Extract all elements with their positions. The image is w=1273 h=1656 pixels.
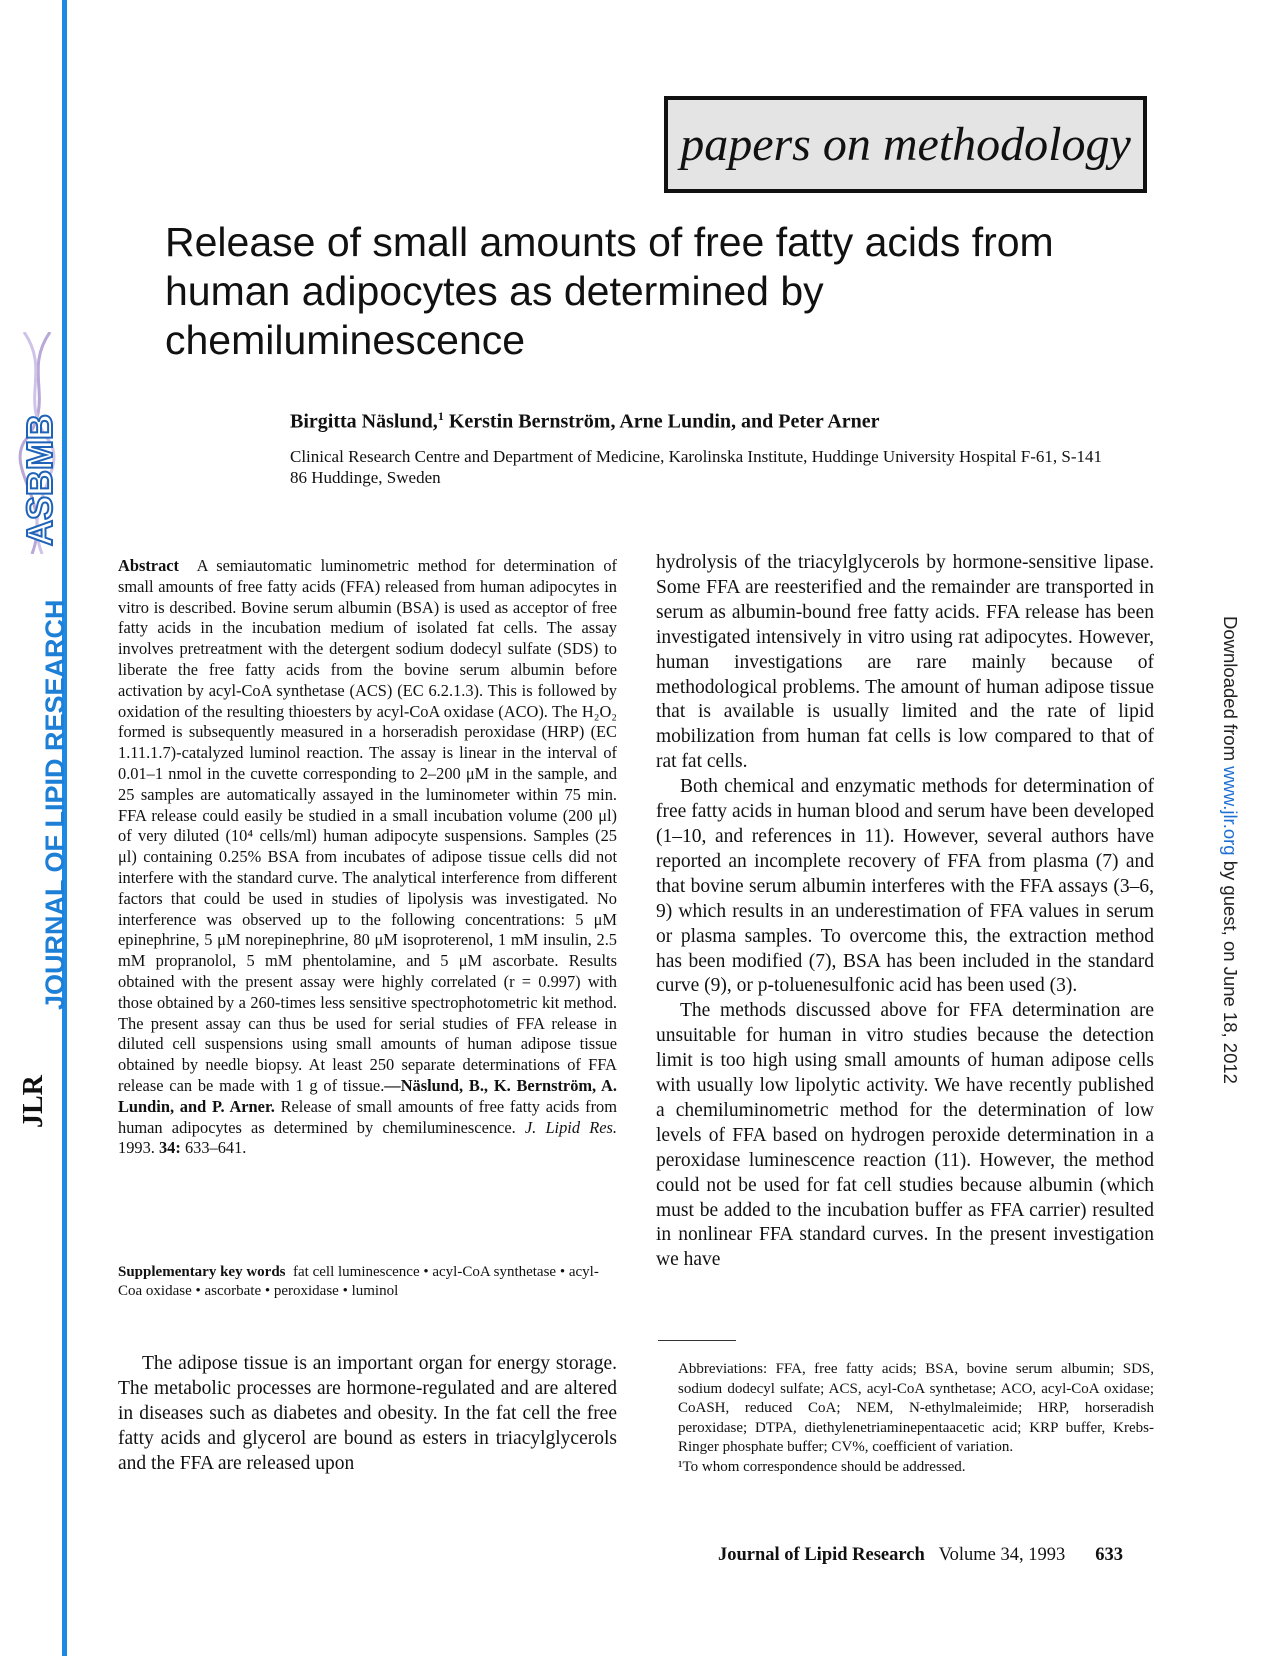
download-suffix: by guest, on June 18, 2012 (1220, 855, 1241, 1084)
section-banner: papers on methodology (664, 96, 1147, 193)
body-paragraph-3: The methods discussed above for FFA determination are unsuitable for human in vitro studies because the detection limit is too high using small amounts of human adipose cells with usually low lipolytic activity. We have recently published a chemiluminometric method for the determination of low levels of FFA based on hydrogen peroxide determination in a peroxidase luminescence reaction (11). However, the method could not be used for fat cell studies because albumin (which must be added to the incubation buffer as FFA carrier) resulted in nonlinear FFA standard curves. In the present investigation we have (656, 1000, 1154, 1271)
abstract-text: A semiautomatic luminometric method for determination of small amounts of free fatty acids (FFA) released from human adipocytes in vitro is described. Bovine serum albumin (BSA) is used as acceptor of free fatty acids in the incubation medium of isolated fat cells. The assay involves pretreatment with the detergent sodium dodecyl sulfate (SDS) to liberate the free fatty acids from the bovine serum albumin before activation by acyl-CoA synthetase (ACS) (EC 6.2.1.3). This is followed by oxidation of the resulting thioesters by acyl-CoA oxidase (ACO). The H₂O₂ formed is subsequently measured in a horseradish peroxidase (HRP) (EC 1.11.1.7)-catalyzed luminol reaction. The assay is linear in the interval of 0.01–1 nmol in the cuvette corresponding to 2–200 μM in the sample, and 25 samples are automatically assayed in the luminometer within 75 min. FFA release could easily be studied in a small incubation volume (200 μl) of very diluted (10⁴ cells/ml) human adipocyte suspensions. Samples (25 μl) containing 0.25% BSA from incubates of adipose tissue cells did not interfere with the standard curve. The analytical interference from different factors that could be used in studies of lipolysis was investigated. No interference was observed up to the following concentrations: 5 μM epinephrine, 5 μM norepinephrine, 80 μM isoproterenol, 1 mM insulin, 2.5 mM propranolol, 5 mM phentolamine, and 5 μM ascorbate. Results obtained with the present assay were highly correlated (r = 0.997) with those obtained by a 260-times less sensitive spectrophotometric kit method. The present assay can thus be used for serial studies of FFA release in diluted cell suspensions using small amounts of human adipose tissue obtained by needle biopsy. At least 250 separate determinations of FFA release can be made with 1 g of tissue. (118, 556, 617, 1095)
page-number: 633 (1095, 1545, 1123, 1565)
footer-journal: Journal of Lipid Research (718, 1545, 925, 1565)
abstract-citation-volume: 34: (158, 1138, 181, 1158)
author-list (290, 409, 880, 434)
journal-vertical-title: JOURNAL OF LIPID RESEARCH (40, 599, 70, 1010)
abstract-citation-authors: —Näslund, B., K. Bernström, A. Lundin, and P. Arner. (118, 1075, 617, 1116)
jlr-logo: JLR (18, 1075, 49, 1128)
body-paragraph-2: Both chemical and enzymatic methods for determination of free fatty acids in human blood and serum have been developed (1–10, and references in 11). However, several authors have reported an incomplete recovery of FFA from plasma (7) and that bovine serum albumin interferes with the FFA assays (3–6, 9) which results in an underestimation of FFA values in serum or plasma samples. To overcome this, the extraction method has been modified (7), BSA has been included in the standard curve (9), or p-toluenesulfonic acid has been used (3). (656, 776, 1154, 997)
jlr-link[interactable]: www.jlr.org (1220, 766, 1241, 856)
body-paragraph-1: hydrolysis of the triacylglycerols by hormone-sensitive lipase. Some FFA are reesterified and the remainder are transported in serum as albumin-bound free fatty acids. FFA release has been investigated intensively in vitro using rat adipocytes. However, human investigations are rare mainly because of methodological problems. The amount of human adipose tissue that is available is usually limited and the rate of lipid mobilization from human fat cells is low compared to that of rat fat cells. (656, 552, 1154, 773)
download-prefix: Downloaded from (1220, 616, 1241, 767)
abstract-citation-title: Release of small amounts of free fatty acids from human adipocytes as determined by chemiluminescence. (118, 1096, 617, 1137)
asbmb-logo (12, 332, 62, 554)
footer-volume: Volume 34, 1993 (938, 1545, 1066, 1565)
footnote-abbreviations: Abbreviations: FFA, free fatty acids; BSA, bovine serum albumin; SDS, sodium dodecyl sulfate; ACS, acyl-CoA synthetase; ACO, acyl-CoA oxidase; CoASH, reduced CoA; NEM, N-ethylmaleimide; HRP, horseradish peroxidase; DTPA, diethylenetriaminepentaacetic acid; KRP buffer, Krebs-Ringer phosphate buffer; CV%, coefficient of variation. (678, 1361, 1154, 1455)
asbmb-text: ASBMB (19, 414, 60, 546)
footnote-rule (658, 1340, 736, 1341)
author-footnote-mark: 1 (437, 409, 444, 423)
abstract-citation-pages: 633–641. (180, 1138, 247, 1158)
abstract (118, 556, 617, 1159)
page-footer (718, 1545, 1123, 1566)
download-notice (1219, 616, 1241, 1084)
abstract-citation-journal: J. Lipid Res. (524, 1117, 617, 1137)
key-words (118, 1263, 617, 1301)
author-first: Birgitta Näslund, (290, 410, 438, 433)
abstract-label: Abstract (118, 556, 179, 575)
key-words-label: Supplementary key words (118, 1264, 286, 1280)
key-words-text: fat cell luminescence • acyl-CoA synthetase • acyl-Coa oxidase • ascorbate • peroxidase • luminol (118, 1264, 599, 1299)
footnotes (678, 1360, 1154, 1477)
affiliation: Clinical Research Centre and Department of Medicine, Karolinska Institute, Huddinge University Hospital F-61, S-141 86 Huddinge, Sweden (290, 447, 1103, 487)
right-column (656, 551, 1154, 1273)
intro-paragraph: The adipose tissue is an important organ for energy storage. The metabolic processes are hormone-regulated and are altered in diseases such as diabetes and obesity. In the fat cell the free fatty acids and glycerol are bound as esters in triacylglycerols and the FFA are released upon (118, 1353, 617, 1474)
author-rest: Kerstin Bernström, Arne Lundin, and Peter Arner (443, 410, 880, 433)
abstract-citation-year: 1993. (118, 1138, 159, 1158)
footnote-correspondence: ¹To whom correspondence should be addressed. (678, 1458, 966, 1475)
article-title: Release of small amounts of free fatty acids from human adipocytes as determined by chemiluminescence (165, 219, 1054, 363)
